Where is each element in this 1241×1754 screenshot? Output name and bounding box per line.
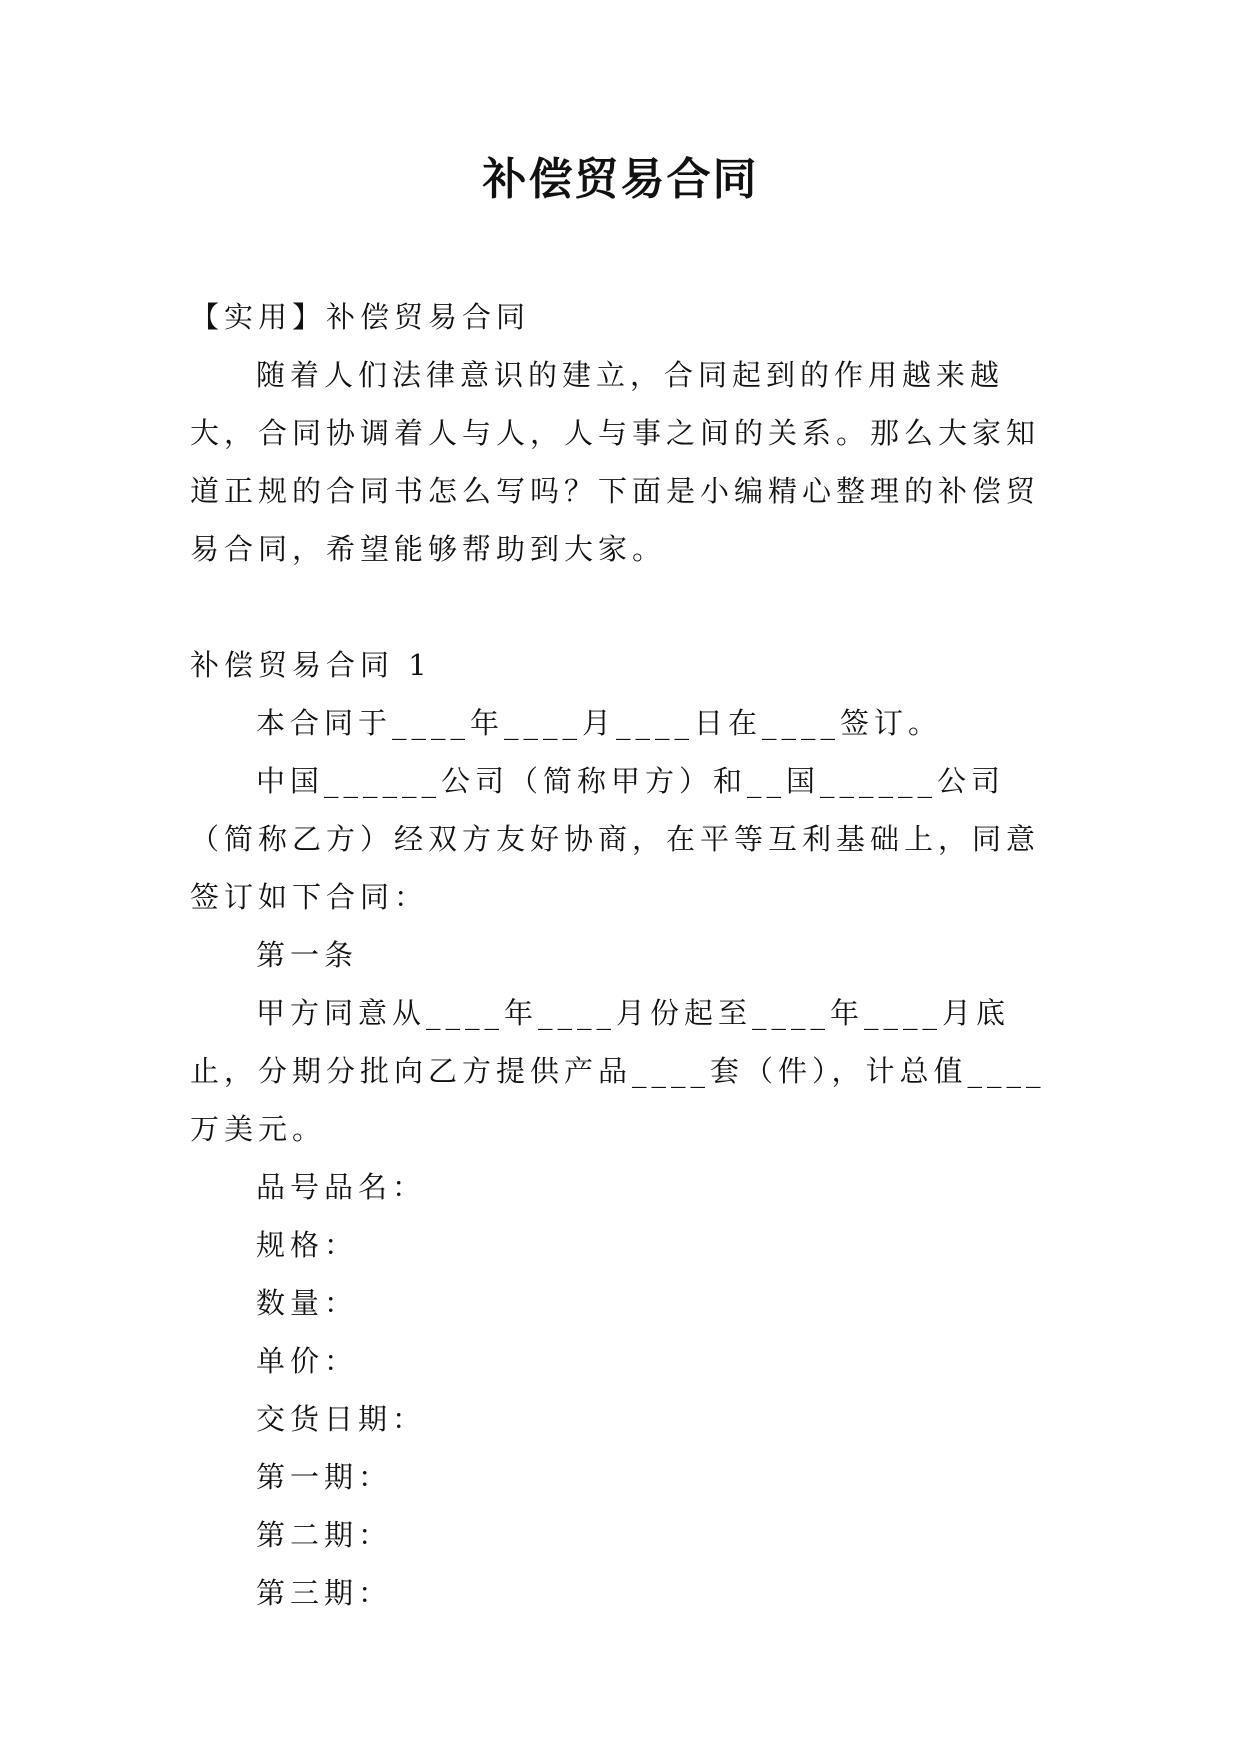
item-phase-3: 第三期： <box>256 1576 393 1610</box>
parties-paragraph: 中国______公司（简称甲方）和__国______公司（简称乙方）经双方友好协商，在平等互利基础上，同意签订如下合同： <box>190 764 1041 914</box>
article-1-text: 甲方同意从____年____月份起至____年____月底止，分期分批向乙方提供产品____套（件），计总值____万美元。 <box>190 996 1046 1146</box>
intro-paragraph: 随着人们法律意识的建立，合同起到的作用越来越大，合同协调着人与人，人与事之间的关系。那么大家知道正规的合同书怎么写吗？下面是小编精心整理的补偿贸易合同，希望能够帮助到大家。 <box>190 358 1041 566</box>
section-title: 补偿贸易合同 1 <box>190 648 432 682</box>
sign-line: 本合同于____年____月____日在____签订。 <box>256 706 943 740</box>
document-body <box>190 288 1070 1622</box>
item-phase-1: 第一期： <box>256 1460 393 1494</box>
item-product-name: 品号品名： <box>256 1170 427 1204</box>
item-specification: 规格： <box>256 1228 359 1262</box>
item-phase-2: 第二期： <box>256 1518 393 1552</box>
document-subtitle: 【实用】补偿贸易合同 <box>190 300 531 334</box>
item-quantity: 数量： <box>256 1286 359 1320</box>
item-delivery-date: 交货日期： <box>256 1402 427 1436</box>
item-unit-price: 单价： <box>256 1344 359 1378</box>
document-title: 补偿贸易合同 <box>482 154 759 205</box>
paragraph-spacer <box>190 578 1070 636</box>
article-1-heading: 第一条 <box>256 938 359 972</box>
